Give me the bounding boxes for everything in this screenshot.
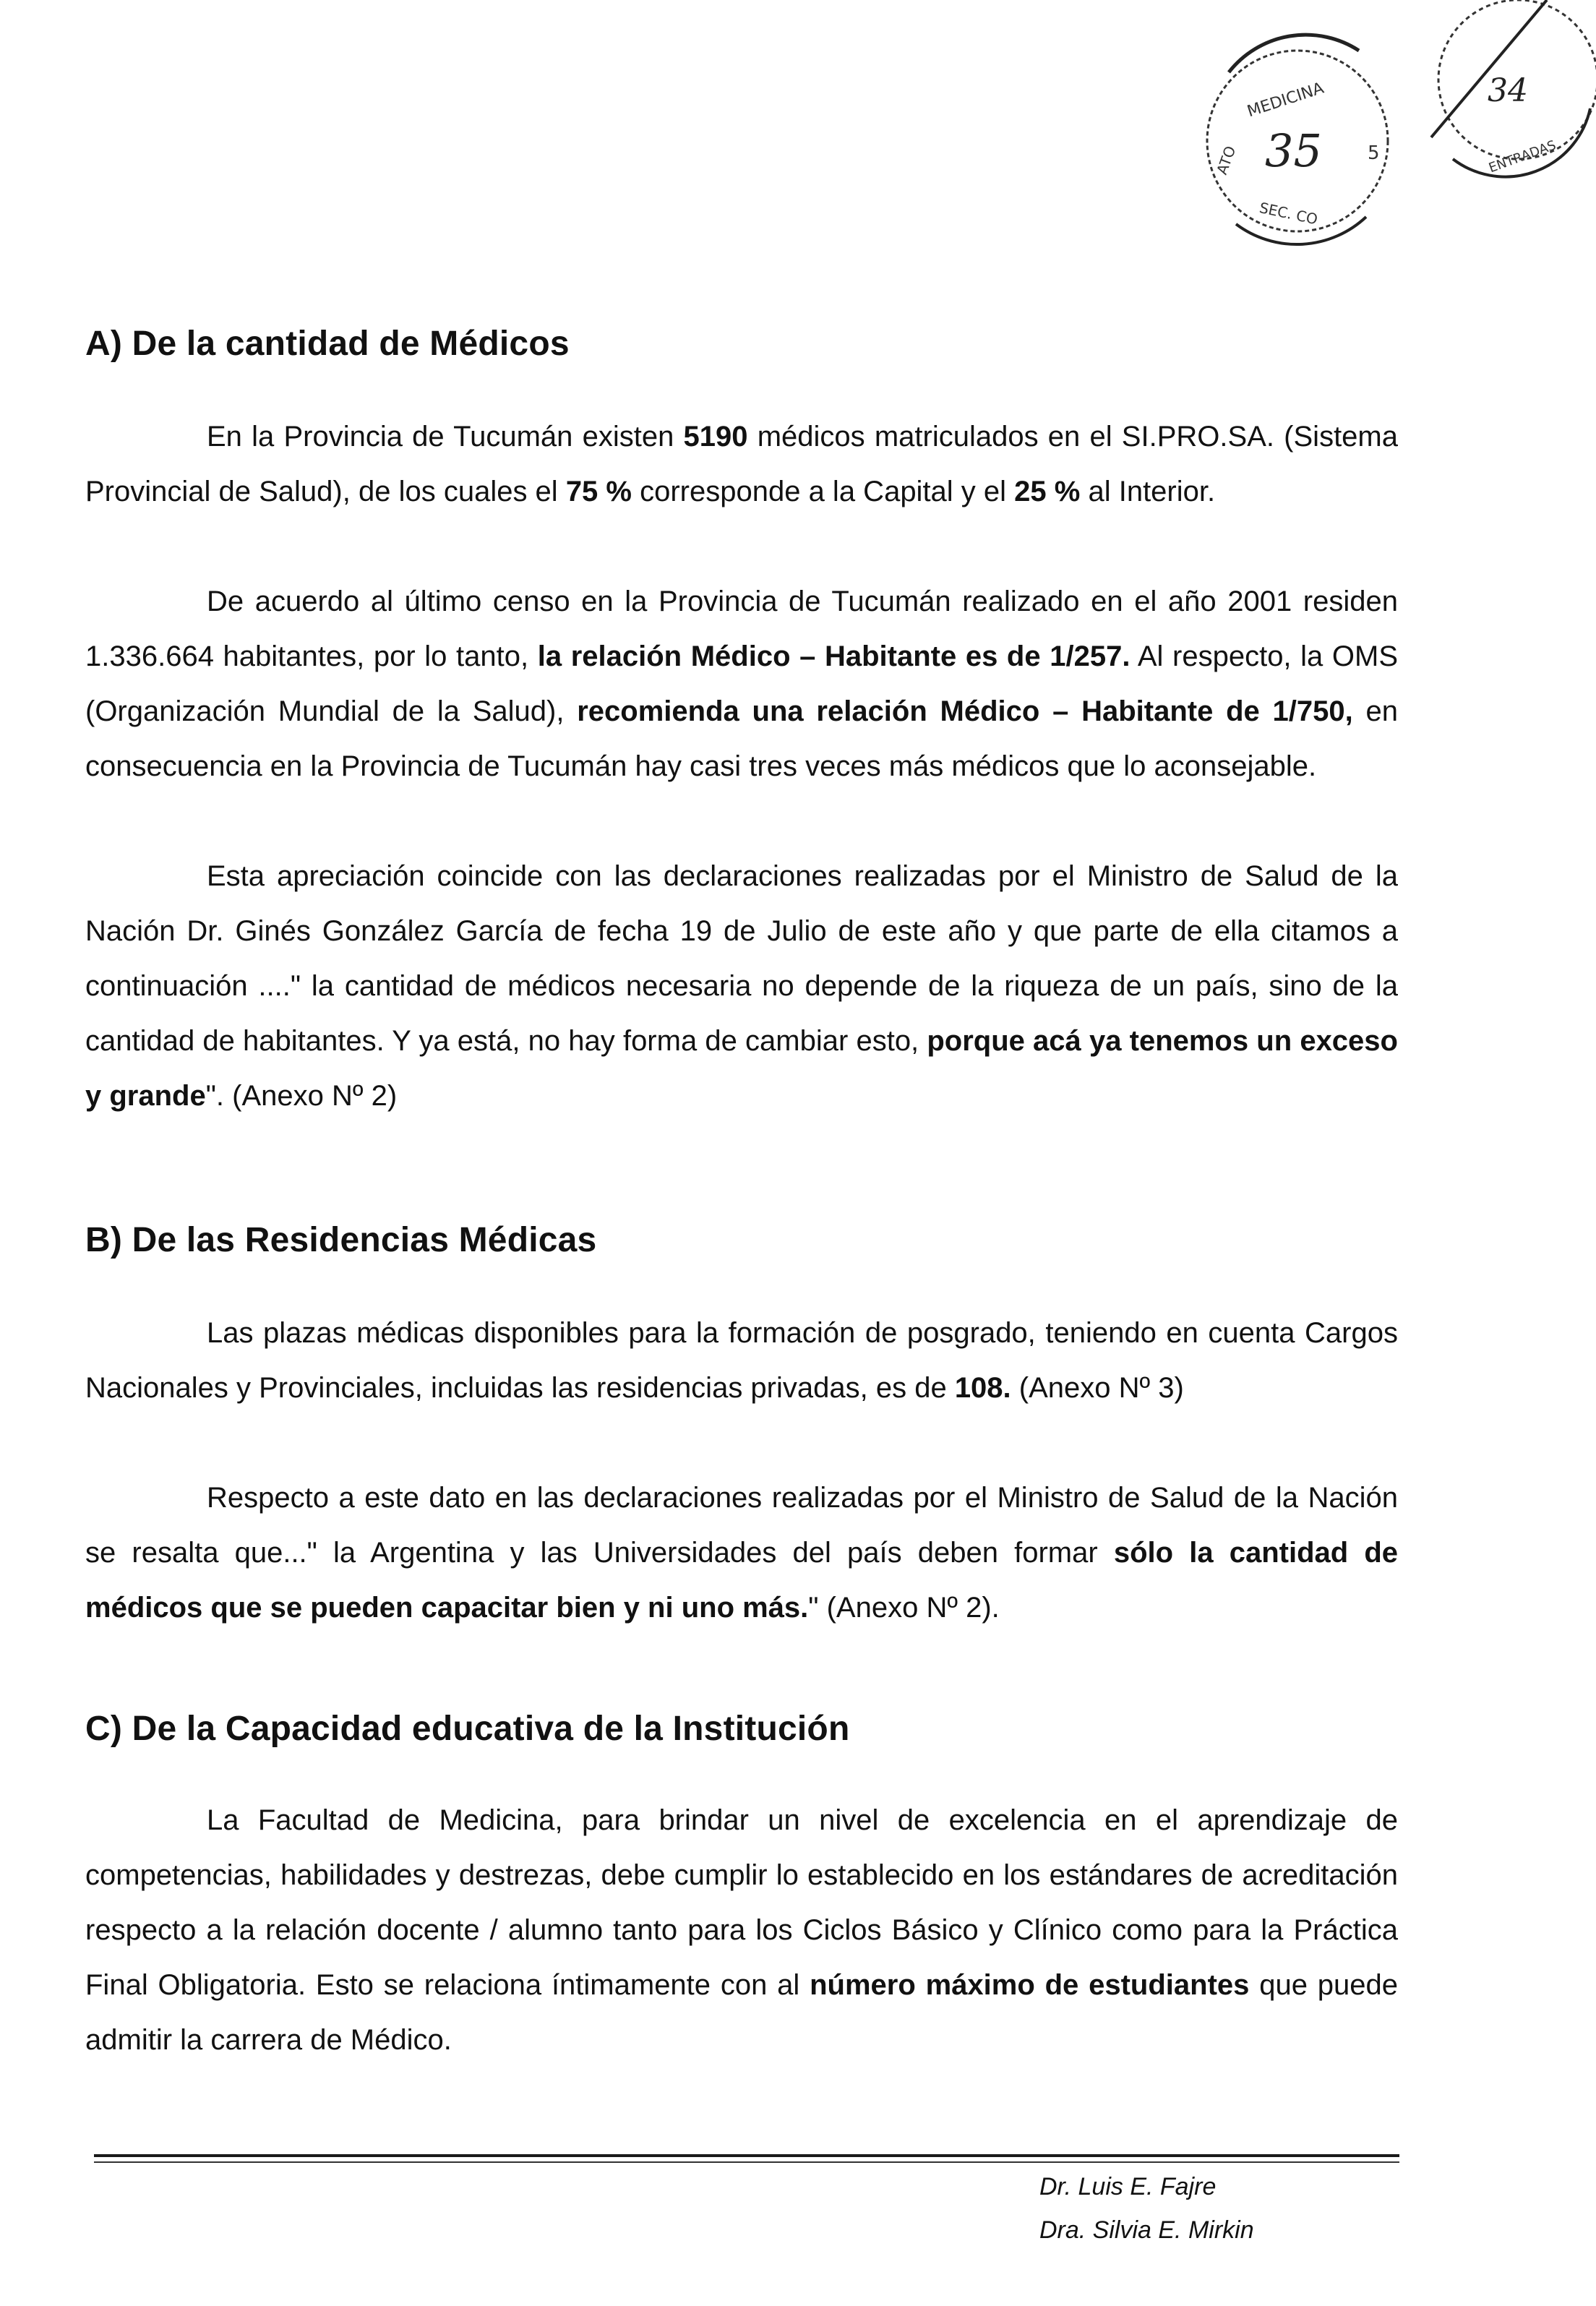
stamp-seal-icon — [1402, 0, 1596, 181]
section-b-paragraph-2: Respecto a este dato en las declaraciones realizadas por el Ministro de Salud de la Nación se resalta que..." la Argentina y las Universidades del país deben formar sólo la cantidad de médicos que se pueden capacitar bien y ni uno más." (Anexo Nº 2). — [85, 1482, 1399, 1624]
author-signature-2: Dra. Silvia E. Mirkin — [1039, 2216, 1254, 2244]
author-signature-1: Dr. Luis E. Fajre — [1039, 2173, 1217, 2200]
section-c-paragraph-1: La Facultad de Medicina, para brindar un nivel de excelencia en el aprendizaje de competencias, habilidades y destrezas, debe cumplir lo establecido en los estándares de acreditación respecto a la relación docente / alumno tanto para los Ciclos Básico y Clínico como para la Práctica Final Obligatoria. Esto se relaciona íntimamente con al número máximo de estudiantes que puede admitir la carrera de Médico. — [85, 1804, 1398, 2056]
section-b-paragraph-1: Las plazas médicas disponibles para la formación de posgrado, teniendo en cuenta Cargos Nacionales y Provinciales, incluidas las residencias privadas, es de 108. (Anexo Nº 3) — [85, 1317, 1398, 1404]
section-a-title: A) De la cantidad de Médicos — [85, 325, 570, 363]
section-b-title: B) De las Residencias Médicas — [85, 1221, 597, 1259]
svg-text:ENTRADAS: ENTRADAS — [1486, 137, 1558, 176]
svg-text:35: 35 — [1265, 124, 1322, 177]
svg-text:SEC. CO: SEC. CO — [1258, 198, 1320, 228]
svg-text:ATO: ATO — [1213, 143, 1240, 177]
svg-text:MEDICINA: MEDICINA — [1245, 79, 1326, 121]
stamp-seal-icon — [1178, 22, 1424, 260]
section-a-paragraph-1: En la Provincia de Tucumán existen 5190 médicos matriculados en el SI.PRO.SA. (Sistema Provincial de Salud), de los cuales el 75 % corresponde a la Capital y el 25 % al Interior. — [85, 421, 1398, 507]
section-a-paragraph-3: Esta apreciación coincide con las declaraciones realizadas por el Ministro de Salud de la Nación Dr. Ginés González García de fecha 19 de Julio de este año y que parte de ella citamos a continuación ...." la cantidad de médicos necesaria no depende de la riqueza de un país, sino de la cantidad de habitantes. Y ya está, no hay forma de cambiar esto, porque acá ya tenemos un exceso y grande". (Anexo Nº 2) — [85, 860, 1398, 1112]
footer-divider — [94, 2154, 1399, 2157]
section-a-paragraph-2: De acuerdo al último censo en la Provincia de Tucumán realizado en el año 2001 residen 1.336.664 habitantes, por lo tanto, la relación Médico – Habitante es de 1/257. Al respecto, la OMS (Organización Mundial de la Salud), recomienda una relación Médico – Habitante de 1/750, en consecuencia en la Provincia de Tucumán hay casi tres veces más médicos que lo aconsejable. — [85, 586, 1399, 782]
svg-text:5: 5 — [1368, 142, 1380, 164]
footer-divider-thin — [94, 2161, 1399, 2163]
section-c-title: C) De la Capacidad educativa de la Institución — [85, 1710, 850, 1748]
folio-stamp — [1178, 22, 1424, 260]
entry-stamp — [1402, 0, 1596, 181]
svg-text:34: 34 — [1488, 72, 1528, 109]
